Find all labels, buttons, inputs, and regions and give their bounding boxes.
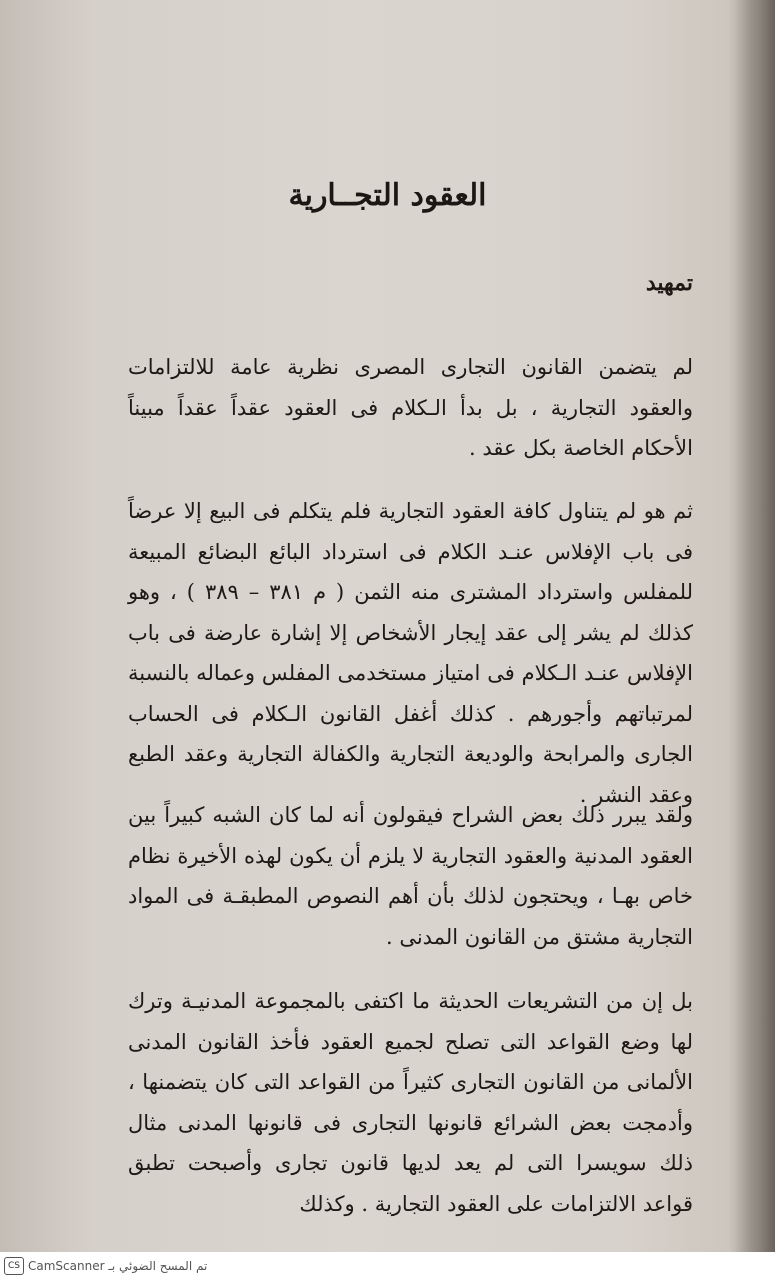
paragraph-1: لم يتضمن القانون التجارى المصرى نظرية عامة للالتزامات والعقود التجارية ، بل بدأ الـكلام فى العقود عقداً عقداً مبيناً الأحكام الخاصة بكل عقد .: [128, 355, 693, 460]
camscanner-logo-icon: CS: [4, 1257, 24, 1275]
paragraph-2: ثم هو لم يتناول كافة العقود التجارية فلم يتكلم فى البيع إلا عرضاً فى باب الإفلاس عنـد الكلام فى استرداد البائع البضائع المبيعة للمفلس واسترداد المشترى منه الثمن ( م ٣٨١ – ٣٨٩ ) ، وهو كذلك لم يشر إلى عقد إيجار الأشخاص إلا إشارة عارضة فى باب الإفلاس عنـد الـكلام فى امتياز مستخدمى المفلس وعماله بالنسبة لمرتباتهم وأجورهم . كذلك أغفل القانون الـكلام فى الحساب الجارى والمرابحة والوديعة التجارية والكفالة التجارية وعقد الطبع وعقد النشر .: [128, 499, 693, 807]
section-subheading: تمهيد: [645, 270, 693, 296]
paragraph-3: ولقد يبرر ذلك بعض الشراح فيقولون أنه لما كان الشبه كبيراً بين العقود المدنية والعقود التجارية لا يلزم أن يكون لهذه الأخيرة نظام خاص بهـا ، ويحتجون لذلك بأن أهم النصوص المطبقـة فى المواد التجارية مشتق من القانون المدنى .: [128, 803, 693, 949]
scanner-footer: [0, 1252, 775, 1280]
scanner-watermark-text: تم المسح الضوئي بـ CamScanner: [28, 1259, 208, 1273]
paragraph-4: بل إن من التشريعات الحديثة ما اكتفى بالمجموعة المدنيـة وترك لها وضع القواعد التى تصلح لجميع العقود فأخذ القانون المدنى الألمانى من القانون التجارى كثيراً من القواعد التى كان يتضمنها ، وأدمجت بعض الشرائع قانونها التجارى فى قانونها المدنى مثال ذلك سويسرا التى لم يعد لديها قانون تجارى وأصبحت تطبق قواعد الالتزامات على العقود التجارية . وكذلك: [128, 989, 693, 1216]
document-title: العقود التجــارية: [288, 178, 487, 213]
